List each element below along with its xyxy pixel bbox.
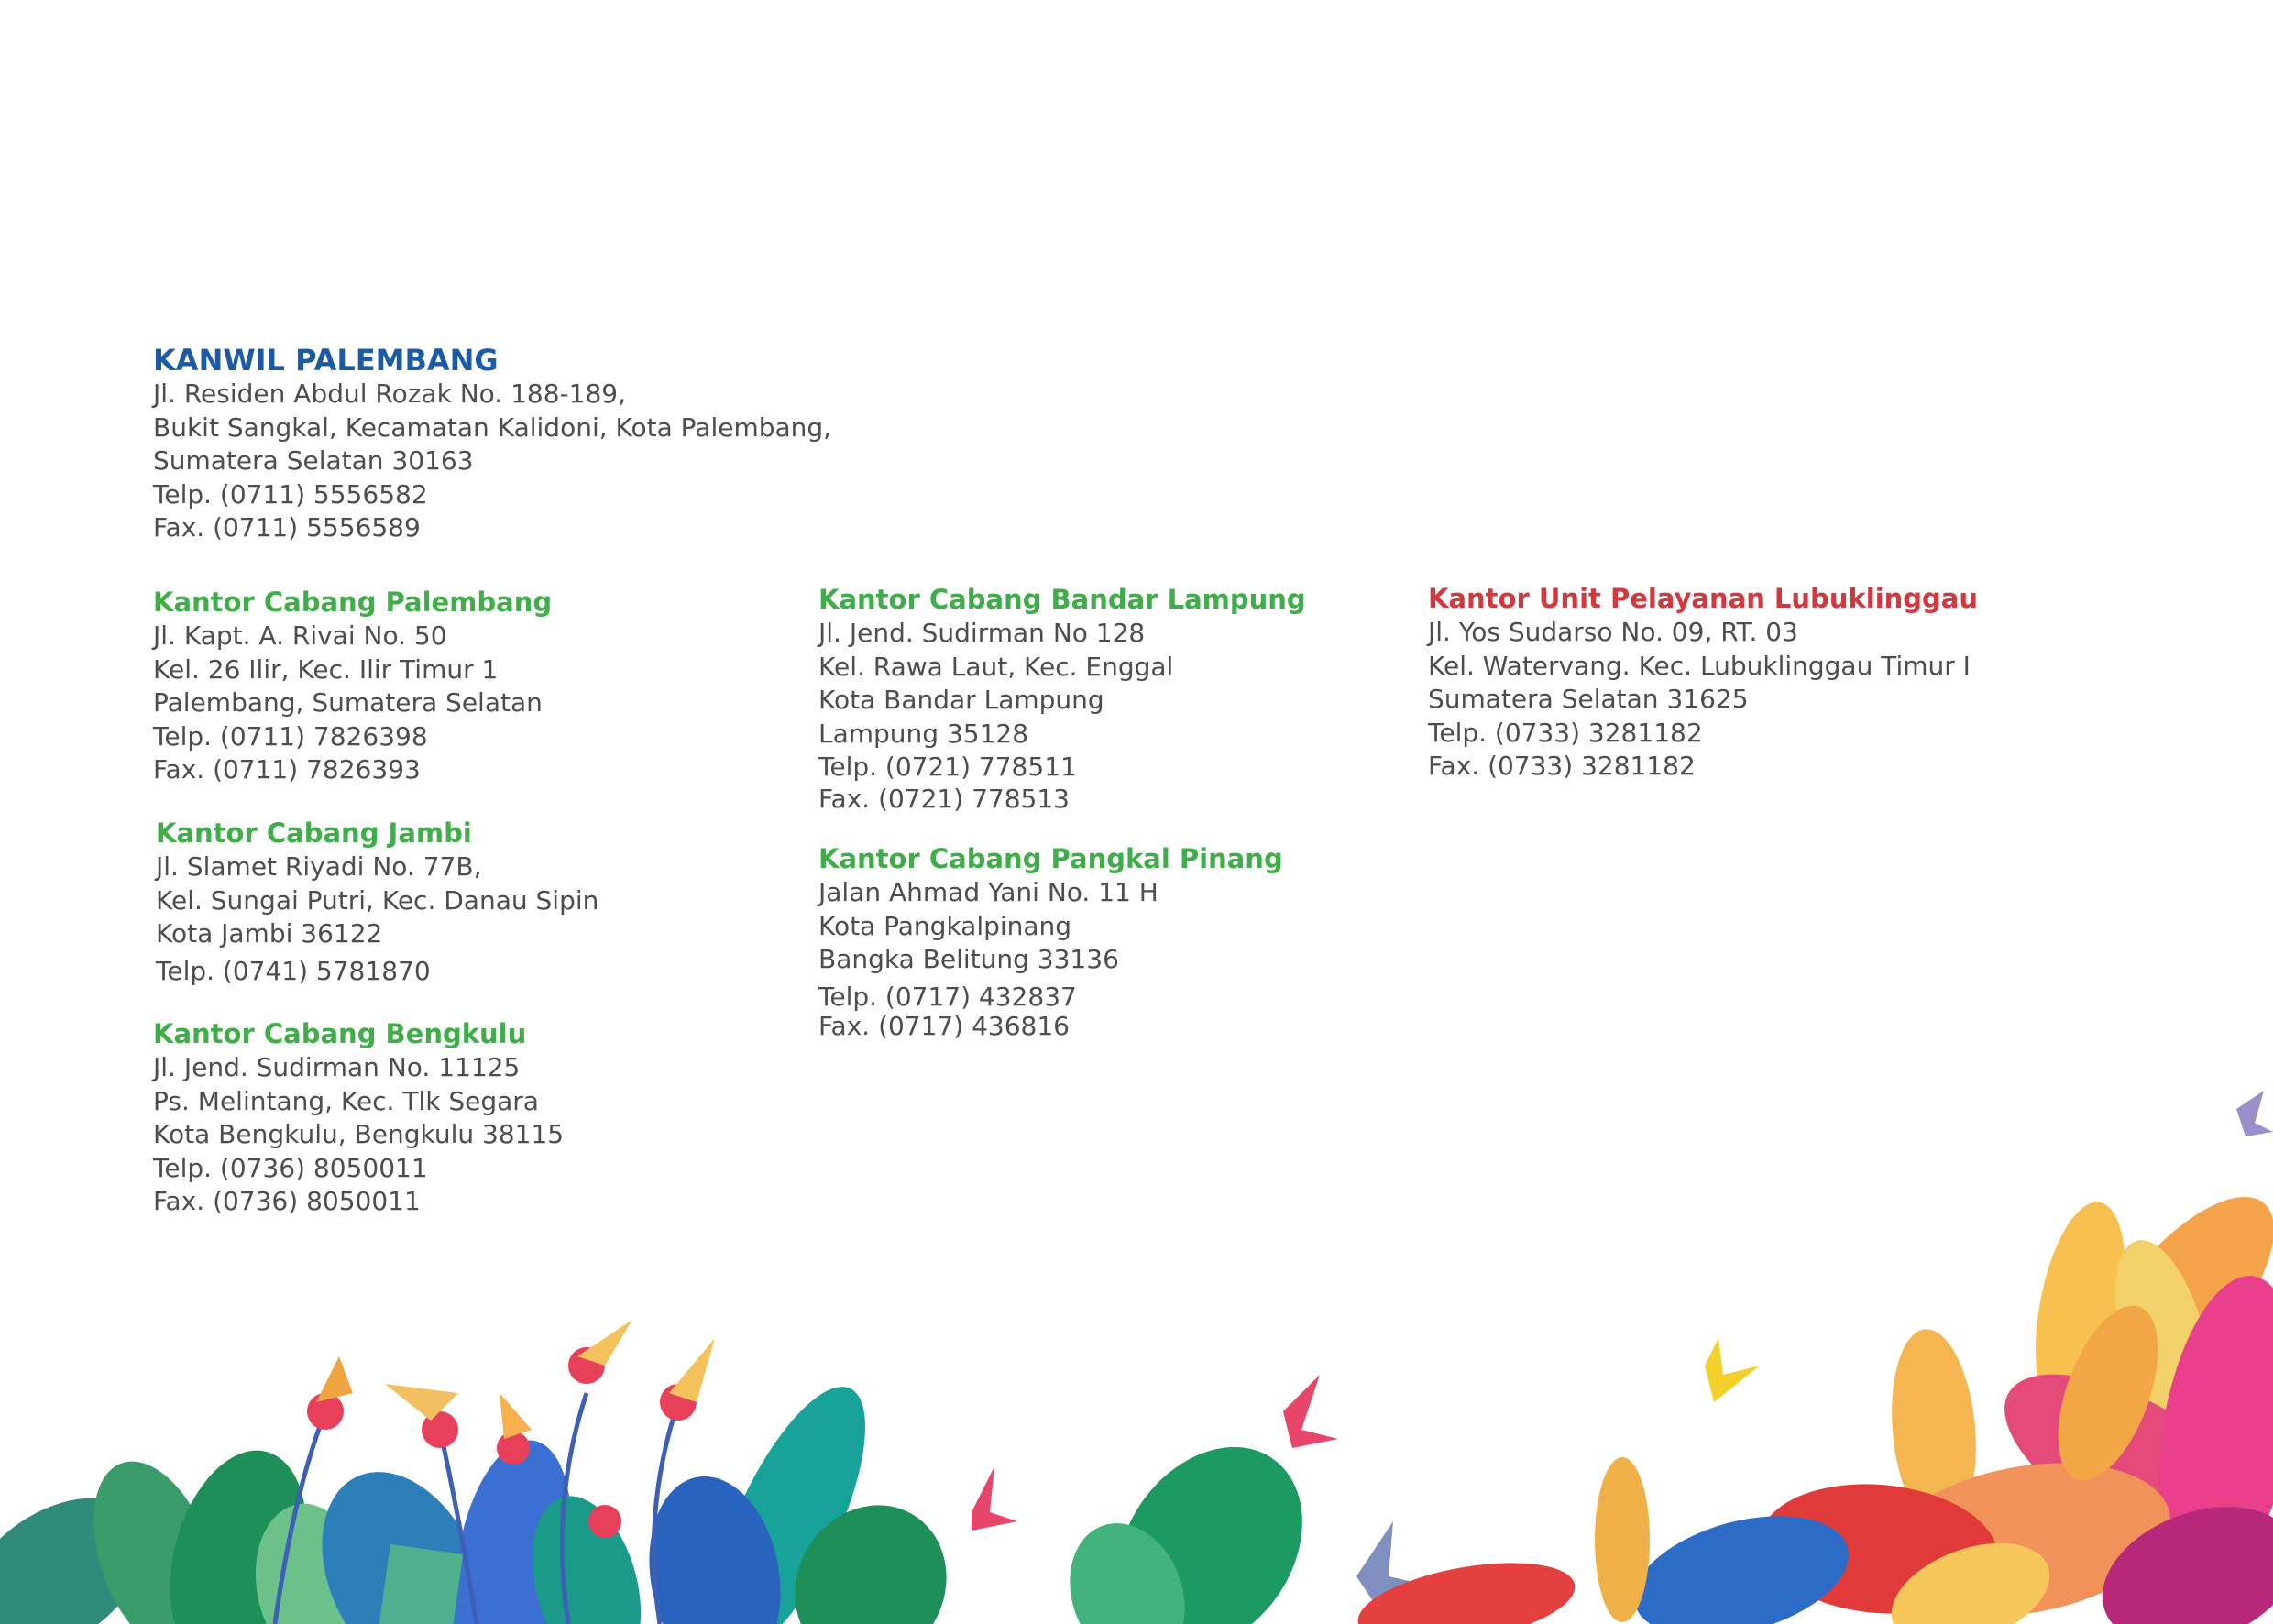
cabang-palembang-address-3: Palembang, Sumatera Selatan	[153, 687, 543, 718]
cabang-pangkal-pinang-title: Kantor Cabang Pangkal Pinang	[818, 843, 1283, 874]
cabang-bandar-lampung-title: Kantor Cabang Bandar Lampung	[818, 584, 1306, 615]
cabang-palembang-title: Kantor Cabang Palembang	[153, 587, 553, 618]
cabang-pangkal-pinang-fax: Fax. (0717) 436816	[818, 1010, 1070, 1041]
unit-lubuklinggau-title: Kantor Unit Pelayanan Lubuklinggau	[1428, 583, 1979, 614]
cabang-jambi-address-2: Kel. Sungai Putri, Kec. Danau Sipin	[156, 884, 599, 916]
cabang-bengkulu-block	[153, 1016, 564, 1219]
cabang-jambi-address-3: Kota Jambi 36122	[156, 918, 383, 949]
cabang-jambi-address-1: Jl. Slamet Riyadi No. 77B,	[156, 851, 482, 882]
kanwil-phone: Telp. (0711) 5556582	[153, 478, 428, 510]
cabang-bengkulu-fax: Fax. (0736) 8050011	[153, 1186, 421, 1216]
cabang-bengkulu-address-1: Jl. Jend. Sudirman No. 11125	[153, 1052, 521, 1082]
cabang-bandar-lampung-fax: Fax. (0721) 778513	[818, 783, 1070, 814]
cabang-pangkal-pinang-address-2: Kota Pangkalpinang	[818, 910, 1072, 941]
cabang-pangkal-pinang-address-3: Bangka Belitung 33136	[818, 944, 1119, 974]
cabang-palembang-address-1: Jl. Kapt. A. Rivai No. 50	[153, 620, 447, 651]
cabang-jambi-title: Kantor Cabang Jambi	[156, 817, 472, 849]
kanwil-address-3: Sumatera Selatan 30163	[153, 445, 474, 476]
unit-lubuklinggau-phone: Telp. (0733) 3281182	[1428, 717, 1703, 748]
cabang-bandar-lampung-address-1: Jl. Jend. Sudirman No 128	[818, 618, 1146, 648]
kanwil-title: KANWIL PALEMBANG	[153, 343, 499, 378]
cabang-jambi-block	[156, 816, 598, 988]
cabang-bandar-lampung-phone: Telp. (0721) 778511	[818, 752, 1077, 782]
cabang-pangkal-pinang-address-1: Jalan Ahmad Yani No. 11 H	[818, 877, 1158, 907]
cabang-bengkulu-address-2: Ps. Melintang, Kec. Tlk Segara	[153, 1085, 539, 1116]
unit-lubuklinggau-block	[1428, 581, 1978, 784]
leaf-cluster-right	[1352, 1168, 2273, 1624]
kanwil-palembang-block	[153, 343, 831, 545]
unit-lubuklinggau-address-3: Sumatera Selatan 31625	[1428, 684, 1749, 714]
unit-lubuklinggau-fax: Fax. (0733) 3281182	[1428, 751, 1696, 781]
cabang-pangkal-pinang-phone: Telp. (0717) 432837	[818, 981, 1077, 1012]
cabang-bandar-lampung-address-4: Lampung 35128	[818, 718, 1029, 749]
cabang-bandar-lampung-address-2: Kel. Rawa Laut, Kec. Enggal	[818, 651, 1174, 682]
cabang-bengkulu-title: Kantor Cabang Bengkulu	[153, 1018, 527, 1049]
kanwil-fax: Fax. (0711) 5556589	[153, 512, 421, 543]
cabang-pangkal-pinang-block	[818, 841, 1283, 1041]
cabang-bengkulu-address-3: Kota Bengkulu, Bengkulu 38115	[153, 1119, 565, 1149]
cabang-palembang-block	[153, 585, 552, 787]
unit-lubuklinggau-address-2: Kel. Watervang. Kec. Lubuklinggau Timur I	[1428, 650, 1971, 681]
cabang-jambi-phone: Telp. (0741) 5781870	[156, 955, 431, 986]
unit-lubuklinggau-address-1: Jl. Yos Sudarso No. 09, RT. 03	[1428, 617, 1798, 647]
kanwil-address-1: Jl. Residen Abdul Rozak No. 188-189,	[153, 379, 626, 409]
kanwil-address-2: Bukit Sangkal, Kecamatan Kalidoni, Kota Palembang,	[153, 411, 832, 443]
cabang-bandar-lampung-address-3: Kota Bandar Lampung	[818, 685, 1104, 715]
cabang-bengkulu-phone: Telp. (0736) 8050011	[153, 1152, 428, 1183]
cabang-bandar-lampung-block	[818, 582, 1306, 814]
cabang-palembang-phone: Telp. (0711) 7826398	[153, 720, 428, 752]
cabang-palembang-address-2: Kel. 26 Ilir, Kec. Ilir Timur 1	[153, 653, 499, 685]
cabang-palembang-fax: Fax. (0711) 7826393	[153, 754, 421, 785]
